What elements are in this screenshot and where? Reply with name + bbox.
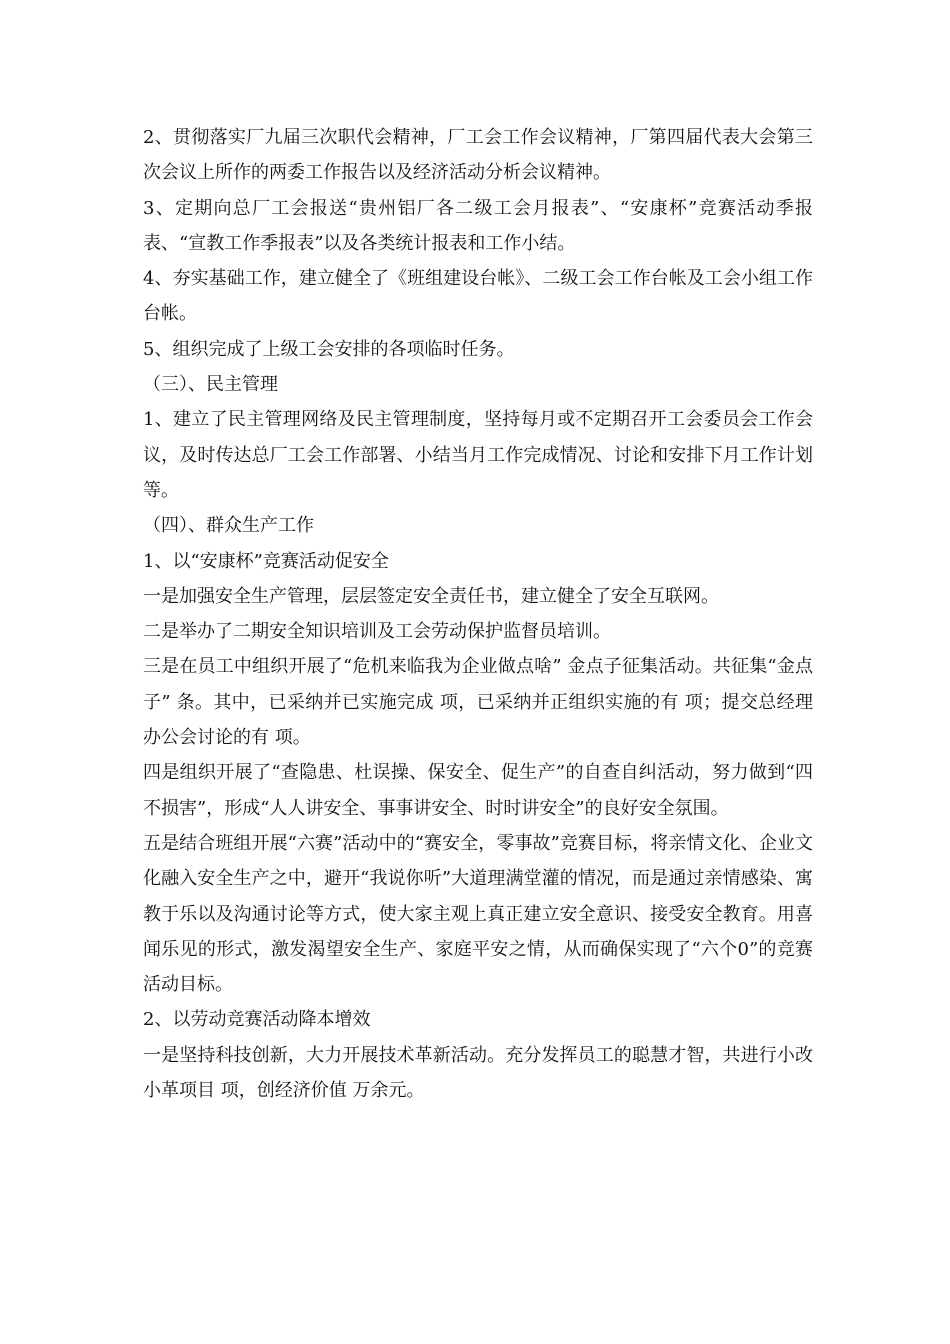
subheading-labor-competition: 2、以劳动竞赛活动降本增效 — [143, 1009, 371, 1031]
paragraph-item-2: 2、贯彻落实厂九届三次职代会精神，厂工会工作会议精神，厂第四届代表大会第三次会议上所作的两委工作报告以及经济活动分析会议精神。 — [143, 127, 813, 184]
document-body — [143, 120, 813, 1108]
paragraph-point-5: 五是结合班组开展“六赛”活动中的“赛安全，零事故”竞赛目标，将亲情文化、企业文化融入安全生产之中，避开“我说你听”大道理满堂灌的情况，而是通过亲情感染、寓教于乐以及沟通讨论等方式，使大家主观上真正建立安全意识、接受安全教育。用喜闻乐见的形式，激发渴望安全生产、家庭平安之情，从而确保实现了“六个0”的竞赛活动目标。 — [143, 832, 813, 996]
paragraph-item-3: 3、定期向总厂工会报送“贵州铝厂各二级工会月报表”、“安康杯”竞赛活动季报表、“宣教工作季报表”以及各类统计报表和工作小结。 — [143, 197, 813, 254]
paragraph-item-5: 5、组织完成了上级工会安排的各项临时任务。 — [143, 338, 515, 360]
paragraph-democratic-management-1: 1、建立了民主管理网络及民主管理制度，坚持每月或不定期召开工会委员会工作会议，及时传达总厂工会工作部署、小结当月工作完成情况、讨论和安排下月工作计划等。 — [143, 409, 813, 501]
subheading-ankang-cup: 1、以“安康杯”竞赛活动促安全 — [143, 550, 389, 572]
section-heading-democratic-management: （三）、民主管理 — [143, 374, 278, 396]
paragraph-tech-innovation: 一是坚持科技创新，大力开展技术革新活动。充分发挥员工的聪慧才智，共进行小改小革项目 项，创经济价值 万余元。 — [143, 1044, 813, 1102]
paragraph-item-4: 4、夯实基础工作，建立健全了《班组建设台帐》、二级工会工作台帐及工会小组工作台帐。 — [143, 268, 813, 325]
paragraph-point-3: 三是在员工中组织开展了“危机来临我为企业做点啥” 金点子征集活动。共征集“金点子” 条。其中，已采纳并已实施完成 项，已采纳并正组织实施的有 项；提交总经理办公会讨论的有 项。 — [143, 656, 813, 749]
paragraph-point-4: 四是组织开展了“查隐患、杜误操、保安全、促生产”的自查自纠活动，努力做到“四不损害”，形成“人人讲安全、事事讲安全、时时讲安全”的良好安全氛围。 — [143, 762, 813, 819]
section-heading-mass-production: （四）、群众生产工作 — [143, 515, 314, 537]
paragraph-point-1: 一是加强安全生产管理，层层签定安全责任书，建立健全了安全互联网。 — [143, 585, 719, 607]
paragraph-point-2: 二是举办了二期安全知识培训及工会劳动保护监督员培训。 — [143, 621, 611, 643]
